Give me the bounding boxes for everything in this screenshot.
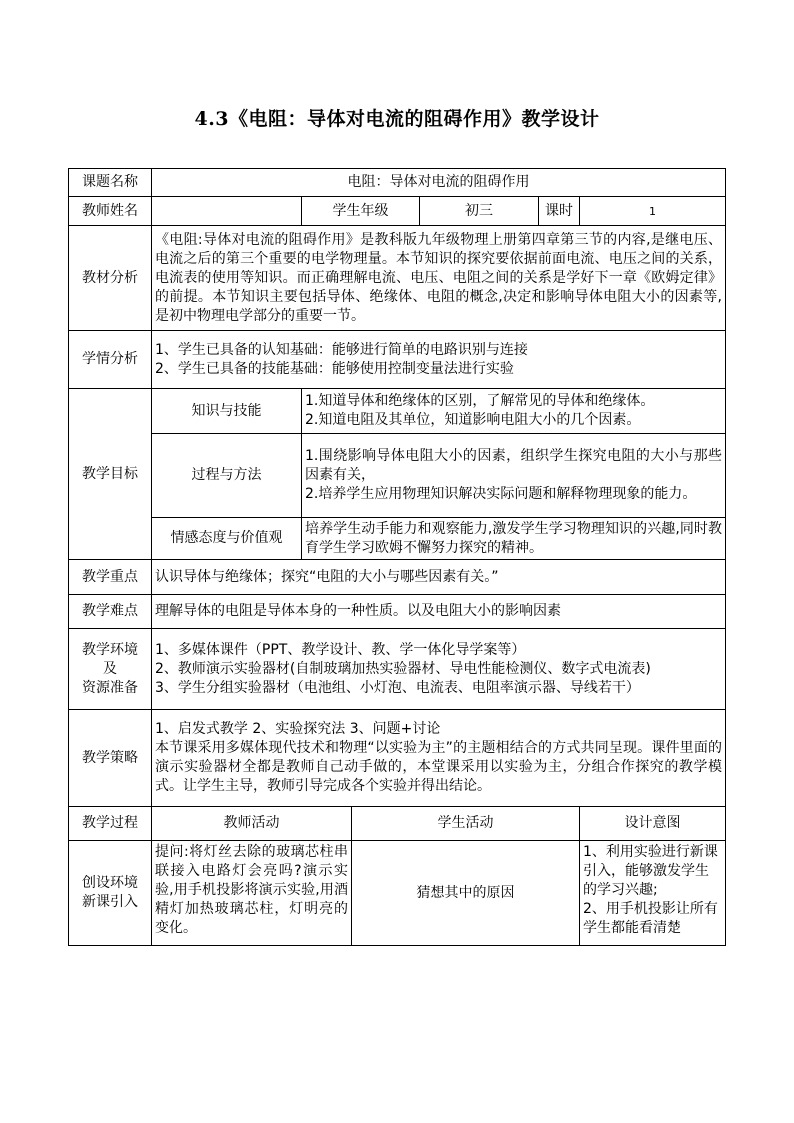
strategy-line-1: 1、启发式教学 2、实验探究法 3、问题+讨论 (155, 721, 441, 737)
hours-value: 1 (649, 204, 656, 218)
intro-student-activity: 猜想其中的原因 (352, 841, 580, 946)
hours-label: 课时 (539, 197, 580, 226)
env-line-2: 2、教师演示实验器材(自制玻璃加热实验器材、导电性能检测仪、数字式电流表) (155, 660, 651, 677)
grade-value: 初三 (420, 197, 539, 226)
goal-process-line-1: 1.围绕影响导体电阻大小的因素，组织学生探究电阻的大小与那些因素有关， (305, 448, 722, 483)
goal-attitude-text: 培养学生动手能力和观察能力,激发学生学习物理知识的兴趣,同时教育学生学习欧姆不懈努力探究的精神。 (302, 518, 726, 560)
goal-sub-process: 过程与方法 (152, 434, 302, 518)
row-key (69, 560, 726, 595)
goal-process-line-2: 2.培养学生应用物理知识解决实际问题和解释物理现象的能力。 (305, 486, 697, 502)
env-line-1: 1、多媒体课件（PPT、教学设计、教、学一体化导学案等） (155, 641, 526, 658)
learner-label: 学情分析 (69, 331, 152, 389)
goals-label: 教学目标 (69, 389, 152, 560)
document-title: 4.3《电阻：导体对电流的阻碍作用》教学设计 (194, 108, 600, 130)
col-teacher-activity: 教师活动 (152, 807, 352, 841)
intro-label-1: 创设环境 (82, 875, 138, 891)
goal-sub-attitude: 情感态度与价值观 (152, 518, 302, 560)
difficult-label: 教学难点 (69, 595, 152, 629)
row-goal-knowledge (69, 389, 726, 434)
goal-knowledge-line-1: 1.知道导体和绝缘体的区别，了解常见的导体和绝缘体。 (305, 393, 655, 409)
row-goal-process (69, 434, 726, 518)
row-process (69, 807, 726, 841)
row-goal-attitude (69, 518, 726, 560)
teacher-label: 教师姓名 (69, 197, 152, 226)
row-env (69, 629, 726, 710)
key-label: 教学重点 (69, 560, 152, 595)
intro-teacher-activity: 提问:将灯丝去除的玻璃芯柱串联接入电路灯会亮吗?演示实验,用手机投影将演示实验,用酒精灯加热玻璃芯柱，灯明亮的变化。 (152, 841, 352, 946)
grade-label: 学生年级 (302, 197, 420, 226)
strategy-paragraph: 本节课采用多媒体现代技术和物理“以实验为主”的主题相结合的方式共同呈现。课件里面的演示实验器材全都是教师自己动手做的，本堂课采用以实验为主，分组合作探究的教学模式。让学生主导，教师引导完成各个实验并得出结论。 (155, 740, 722, 794)
course-value: 电阻：导体对电流的阻碍作用 (152, 169, 726, 197)
learner-line-2: 2、学生已具备的技能基础：能够使用控制变量法进行实验 (155, 360, 514, 377)
col-student-activity: 学生活动 (352, 807, 580, 841)
learner-line-1: 1、学生已具备的认知基础：能够进行简单的电路识别与连接 (155, 341, 528, 358)
intro-intent-2: 2、用手机投影让所有学生都能看清楚 (583, 901, 718, 936)
goal-sub-knowledge: 知识与技能 (152, 389, 302, 434)
env-line-3: 3、学生分组实验器材（电池组、小灯泡、电流表、电阻率演示器、导线若干） (155, 679, 640, 696)
course-label: 课题名称 (69, 169, 152, 197)
goal-knowledge-line-2: 2.知道电阻及其单位，知道影响电阻大小的几个因素。 (305, 412, 641, 428)
row-intro (69, 841, 726, 946)
row-learner (69, 331, 726, 389)
difficult-text: 理解导体的电阻是导体本身的一种性质。以及电阻大小的影响因素 (152, 595, 726, 629)
key-text: 认识导体与绝缘体；探究“电阻的大小与哪些因素有关。” (152, 560, 726, 595)
teacher-name (152, 197, 302, 226)
row-difficult (69, 595, 726, 629)
env-label-1: 教学环境 (82, 641, 138, 658)
strategy-label: 教学策略 (69, 710, 152, 807)
env-label-3: 资源准备 (82, 679, 138, 696)
material-label: 教材分析 (69, 226, 152, 331)
intro-label-2: 新课引入 (82, 894, 138, 910)
row-material (69, 226, 726, 331)
row-teacher (69, 197, 726, 226)
col-design-intent: 设计意图 (580, 807, 726, 841)
row-course (69, 169, 726, 197)
process-label: 教学过程 (69, 807, 152, 841)
env-label-2: 及 (103, 660, 117, 677)
row-strategy (69, 710, 726, 807)
material-text: 《电阻:导体对电流的阻碍作用》是教科版九年级物理上册第四章第三节的内容,是继电压、电流之后的第三个重要的电学物理量。本节知识的探究要依据前面电流、电压之间的关系，电流表的使用等知识。而正确理解电流、电压、电阻之间的关系是学好下一章《欧姆定律》的前提。本节知识主要包括导体、绝缘体、电阻的概念,决定和影响导体电阻大小的因素等,是初中物理电学部分的重要一节。 (152, 226, 726, 331)
lesson-plan-table (68, 168, 726, 946)
intro-intent-1: 1、利用实验进行新课引入，能够激发学生的学习兴趣; (583, 844, 718, 898)
